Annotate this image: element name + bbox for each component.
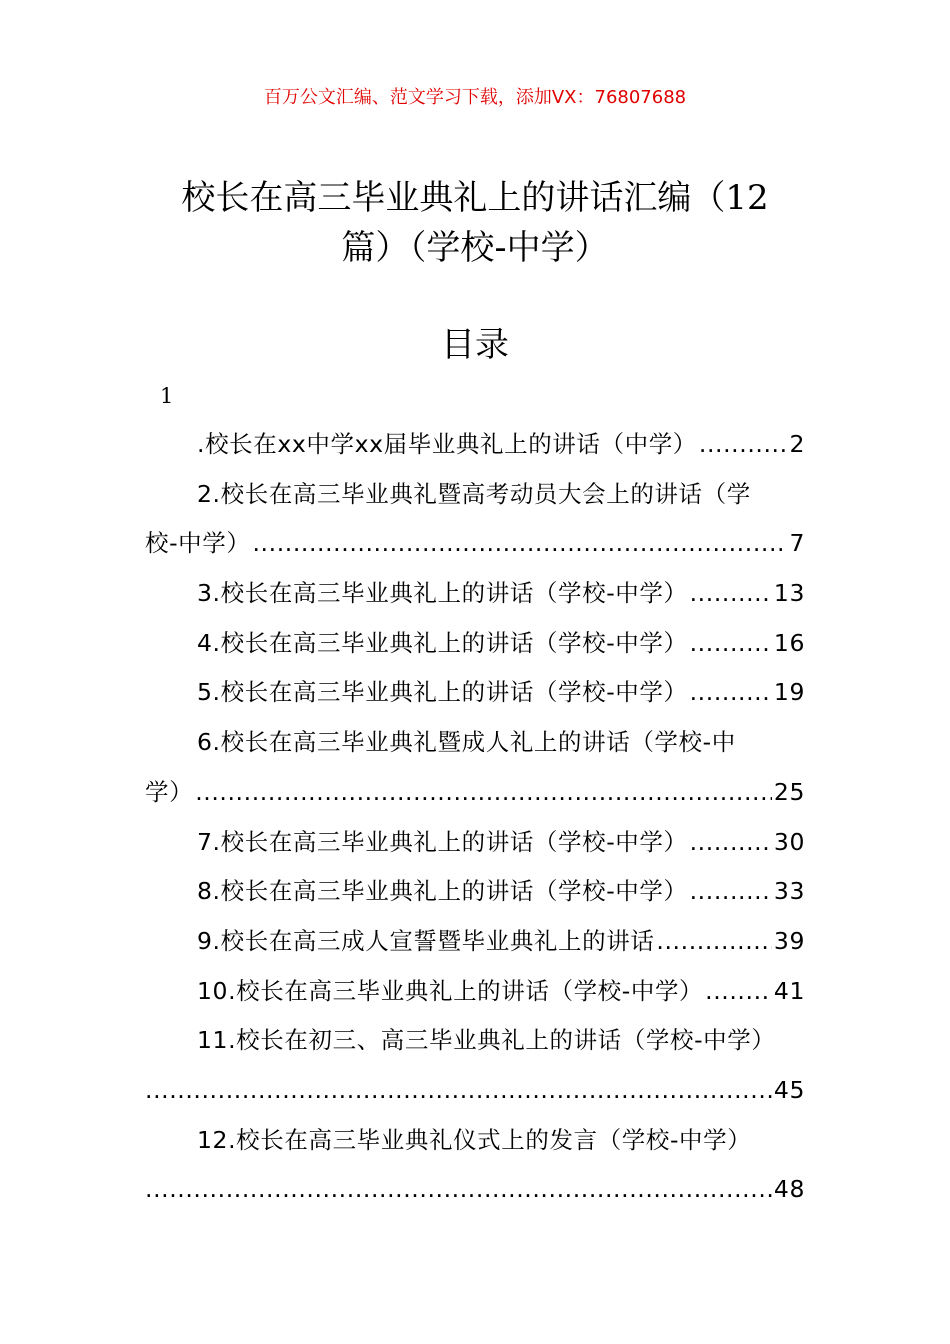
title-part1: 校长在高三毕业典礼上的讲话汇编（ <box>181 178 726 218</box>
toc-entry-page: 33 <box>773 877 805 906</box>
toc-entry-text: 校-中学） <box>145 529 251 558</box>
toc-entry-8[interactable] <box>145 867 805 917</box>
toc-entry-page: 19 <box>773 678 805 707</box>
stray-number: 1 <box>160 384 174 408</box>
toc-leader-dots <box>690 619 772 669</box>
toc-entry-page: 25 <box>773 777 805 806</box>
toc-entry-text: 8.校长在高三毕业典礼上的讲话（学校-中学） <box>197 877 688 906</box>
toc-entry-page: 39 <box>773 926 805 955</box>
toc-leader-dots <box>145 1165 772 1215</box>
toc-entry-page: 16 <box>773 628 805 657</box>
toc-leader-dots <box>690 668 772 718</box>
toc-entry-text: 学） <box>145 777 194 806</box>
toc-entry-page: 48 <box>773 1175 805 1204</box>
toc-entry-6-line2[interactable] <box>145 768 805 818</box>
toc-entry-11-line2[interactable] <box>145 1066 805 1116</box>
toc-entry-3[interactable] <box>145 569 805 619</box>
title-part2: 篇）（学校-中学） <box>341 228 609 268</box>
toc-entry-2-line1[interactable] <box>145 470 805 520</box>
toc-entry-page: 30 <box>773 827 805 856</box>
toc-entry-page: 7 <box>789 529 805 558</box>
toc-entry-text: 10.校长在高三毕业典礼上的讲话（学校-中学） <box>197 976 704 1005</box>
toc-entry-7[interactable] <box>145 818 805 868</box>
toc-entry-text: 3.校长在高三毕业典礼上的讲话（学校-中学） <box>197 579 688 608</box>
toc-entry-text: .校长在xx中学xx届毕业典礼上的讲话（中学） <box>197 430 697 458</box>
title-number: 12 <box>725 178 769 218</box>
toc-entry-2-line2[interactable] <box>145 519 805 569</box>
document-title <box>150 173 800 273</box>
toc-entry-12-line2[interactable] <box>145 1165 805 1215</box>
toc-entry-9[interactable] <box>145 917 805 967</box>
toc-entry-text: 5.校长在高三毕业典礼上的讲话（学校-中学） <box>197 678 688 707</box>
toc-entry-text: 2.校长在高三毕业典礼暨高考动员大会上的讲话（学 <box>197 479 751 508</box>
toc-entry-page: 45 <box>773 1075 805 1104</box>
header-note: 百万公文汇编、范文学习下载，添加VX：76807688 <box>263 87 687 108</box>
toc-entry-text: 4.校长在高三毕业典礼上的讲话（学校-中学） <box>197 628 688 657</box>
toc-entry-text: 12.校长在高三毕业典礼仪式上的发言（学校-中学） <box>197 1125 752 1154</box>
toc-entry-page: 13 <box>773 579 805 608</box>
toc-entry-10[interactable] <box>145 967 805 1017</box>
table-of-contents <box>145 420 805 1215</box>
toc-leader-dots <box>705 967 772 1017</box>
toc-leader-dots <box>656 917 771 967</box>
toc-leader-dots <box>699 420 788 470</box>
toc-entry-text: 9.校长在高三成人宣誓暨毕业典礼上的讲话 <box>197 926 655 955</box>
toc-entry-11-line1[interactable] <box>145 1016 805 1066</box>
toc-entry-text: 11.校长在初三、高三毕业典礼上的讲话（学校-中学） <box>197 1026 776 1055</box>
toc-entry-text: 7.校长在高三毕业典礼上的讲话（学校-中学） <box>197 827 688 856</box>
toc-leader-dots <box>145 1066 772 1116</box>
toc-entry-12-line1[interactable] <box>145 1116 805 1166</box>
toc-entry-text: 6.校长在高三毕业典礼暨成人礼上的讲话（学校-中 <box>197 728 736 757</box>
toc-leader-dots <box>690 867 772 917</box>
toc-leader-dots <box>690 818 772 868</box>
toc-heading: 目录 <box>441 325 509 365</box>
toc-entry-page: 41 <box>773 976 805 1005</box>
toc-entry-1[interactable] <box>145 420 805 470</box>
toc-leader-dots <box>690 569 772 619</box>
toc-entry-6-line1[interactable] <box>145 718 805 768</box>
toc-entry-page: 2 <box>789 430 805 458</box>
toc-entry-5[interactable] <box>145 668 805 718</box>
toc-leader-dots <box>252 519 787 569</box>
toc-entry-4[interactable] <box>145 619 805 669</box>
toc-leader-dots <box>195 768 772 818</box>
